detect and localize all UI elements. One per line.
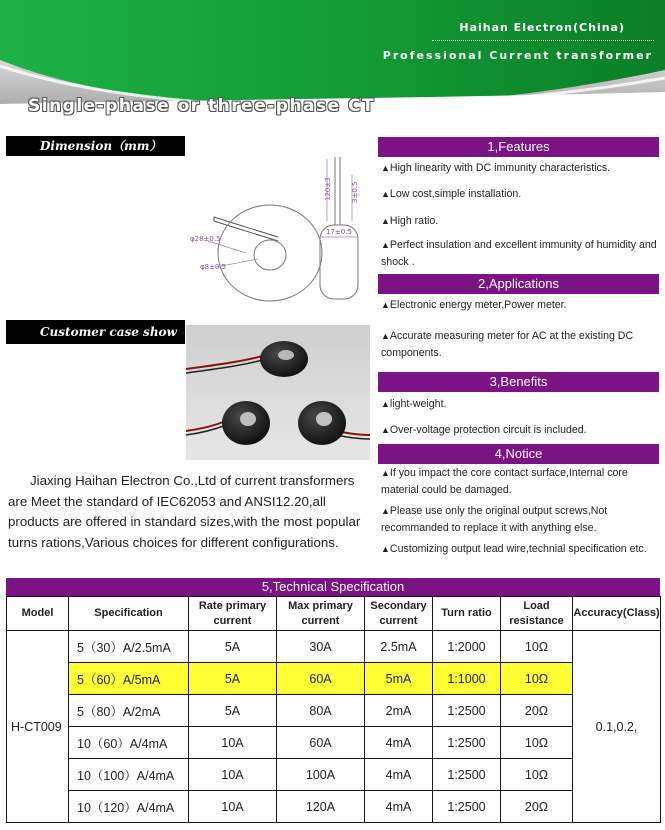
banner-subtitle: Professional Current transformer — [382, 49, 653, 62]
inner-diameter-label: φ8±0.5 — [200, 263, 227, 271]
max-cell: 120A — [277, 791, 365, 823]
customer-case-photo — [186, 325, 370, 460]
bullet-triangle-icon: ▲ — [381, 425, 390, 435]
bullet-triangle-icon: ▲ — [381, 506, 390, 516]
column-header: Model — [7, 597, 69, 631]
application-item: ▲Accurate measuring meter for AC at the existing DC components. — [381, 330, 634, 359]
lead-length-label: 120±3 — [324, 177, 332, 201]
spec-cell: 5（60）A/5mA — [69, 663, 189, 695]
benefit-item: ▲light-weight. — [381, 398, 447, 410]
column-header: Accuracy(Class) — [573, 597, 661, 631]
secondary-cell: 4mA — [365, 727, 433, 759]
column-header: Secondary current — [365, 597, 433, 631]
feature-item: ▲Low cost,simple installation. — [381, 188, 522, 200]
rate-cell: 5A — [189, 663, 277, 695]
load-cell: 20Ω — [501, 695, 573, 727]
ratio-cell: 1:2500 — [433, 695, 501, 727]
spec-cell: 10（100）A/4mA — [69, 759, 189, 791]
features-header: 1,Features — [378, 137, 659, 157]
column-header: Rate primary current — [189, 597, 277, 631]
dimension-drawing — [186, 155, 370, 307]
table-row-highlighted — [7, 663, 661, 695]
load-cell: 10Ω — [501, 663, 573, 695]
technical-specification — [6, 578, 660, 823]
dimension-header: Dimension（mm） — [6, 136, 185, 156]
feature-item: ▲High linearity with DC immunity characteristics. — [381, 162, 611, 174]
table-row — [7, 727, 661, 759]
bullet-triangle-icon: ▲ — [381, 240, 390, 250]
model-cell: H-CT009 — [7, 631, 69, 823]
customer-case-header: Customer case show — [6, 320, 185, 344]
ratio-cell: 1:2000 — [433, 631, 501, 663]
feature-item: ▲High ratio. — [381, 215, 439, 227]
bullet-triangle-icon: ▲ — [381, 300, 390, 310]
bullet-triangle-icon: ▲ — [381, 163, 390, 173]
outer-diameter-label: φ28±0.5 — [190, 235, 221, 243]
spec-cell: 5（30）A/2.5mA — [69, 631, 189, 663]
page-title: Single-phase or three-phase CT — [28, 96, 376, 116]
ratio-cell: 1:2500 — [433, 727, 501, 759]
secondary-cell: 4mA — [365, 759, 433, 791]
ratio-cell: 1:2500 — [433, 791, 501, 823]
rate-cell: 5A — [189, 695, 277, 727]
max-cell: 80A — [277, 695, 365, 727]
table-row — [7, 759, 661, 791]
spec-cell: 10（120）A/4mA — [69, 791, 189, 823]
table-row — [7, 631, 661, 663]
spec-header: 5,Technical Specification — [6, 578, 660, 596]
application-item: ▲Electronic energy meter,Power meter. — [381, 299, 567, 311]
notice-item: ▲Please use only the original output screws,Not recommanded to replace it with anything else. — [381, 505, 608, 534]
max-cell: 60A — [277, 727, 365, 759]
load-cell: 20Ω — [501, 791, 573, 823]
max-cell: 60A — [277, 663, 365, 695]
column-header: Specification — [69, 597, 189, 631]
secondary-cell: 4mA — [365, 791, 433, 823]
load-cell: 10Ω — [501, 631, 573, 663]
thickness-label: 17±0.5 — [326, 228, 352, 236]
spec-cell: 10（60）A/4mA — [69, 727, 189, 759]
rate-cell: 5A — [189, 631, 277, 663]
max-cell: 100A — [277, 759, 365, 791]
benefits-header: 3,Benefits — [378, 372, 659, 392]
secondary-cell: 2mA — [365, 695, 433, 727]
company-intro: Jiaxing Haihan Electron Co.,Ltd of current transformers are Meet the standard of IEC62053 and ANSI12.20,all products are offered in standard sizes,with the most popular turns rations,Various choices for different configurations. — [8, 473, 361, 550]
load-cell: 10Ω — [501, 727, 573, 759]
bullet-triangle-icon: ▲ — [381, 216, 390, 226]
bullet-triangle-icon: ▲ — [381, 399, 390, 409]
bullet-triangle-icon: ▲ — [381, 544, 390, 554]
bullet-triangle-icon: ▲ — [381, 468, 390, 478]
feature-item: ▲Perfect insulation and excellent immunity of humidity and shock . — [381, 239, 657, 268]
secondary-cell: 2.5mA — [365, 631, 433, 663]
rate-cell: 10A — [189, 759, 277, 791]
load-cell: 10Ω — [501, 759, 573, 791]
bullet-triangle-icon: ▲ — [381, 331, 390, 341]
rate-cell: 10A — [189, 727, 277, 759]
ratio-cell: 1:2500 — [433, 759, 501, 791]
spec-cell: 5（80）A/2mA — [69, 695, 189, 727]
column-header: Load resistance — [501, 597, 573, 631]
banner-divider — [432, 40, 654, 41]
benefit-item: ▲Over-voltage protection circuit is included. — [381, 424, 587, 436]
notice-item: ▲If you impact the core contact surface,Internal core material could be damaged. — [381, 467, 628, 496]
table-row — [7, 791, 661, 823]
lead-offset-label: 3±0.5 — [351, 181, 359, 203]
table-row — [7, 695, 661, 727]
company-name: Haihan Electron(China) — [459, 21, 625, 34]
table-header-row — [7, 597, 661, 631]
applications-header: 2,Applications — [378, 274, 659, 294]
ratio-cell: 1:1000 — [433, 663, 501, 695]
column-header: Max primary current — [277, 597, 365, 631]
rate-cell: 10A — [189, 791, 277, 823]
accuracy-cell: 0.1,0.2, — [573, 631, 661, 823]
secondary-cell: 5mA — [365, 663, 433, 695]
max-cell: 30A — [277, 631, 365, 663]
bullet-triangle-icon: ▲ — [381, 189, 390, 199]
column-header: Turn ratio — [433, 597, 501, 631]
spec-table — [6, 596, 661, 823]
notice-item: ▲Customizing output lead wire,technial specification etc. — [381, 543, 647, 555]
notice-header: 4,Notice — [378, 444, 659, 464]
